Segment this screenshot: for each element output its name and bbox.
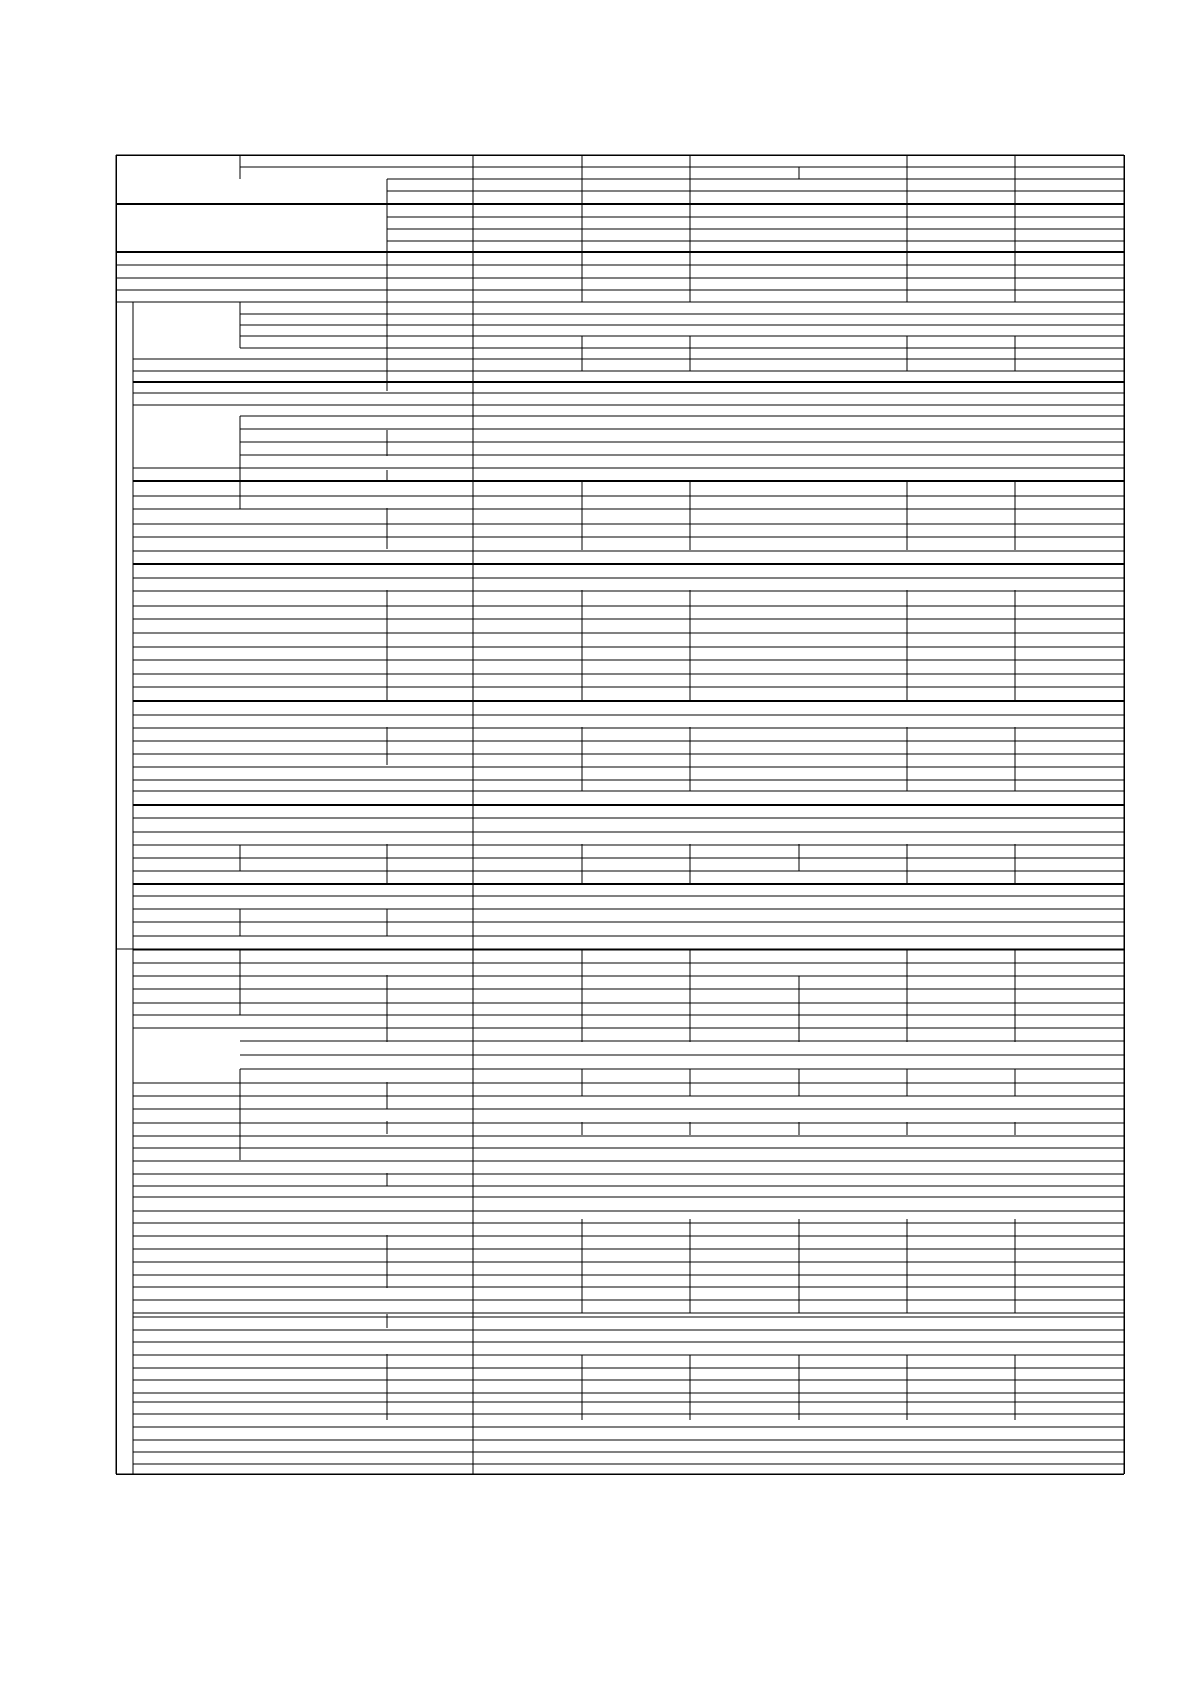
grid-lines	[116, 155, 1124, 1474]
